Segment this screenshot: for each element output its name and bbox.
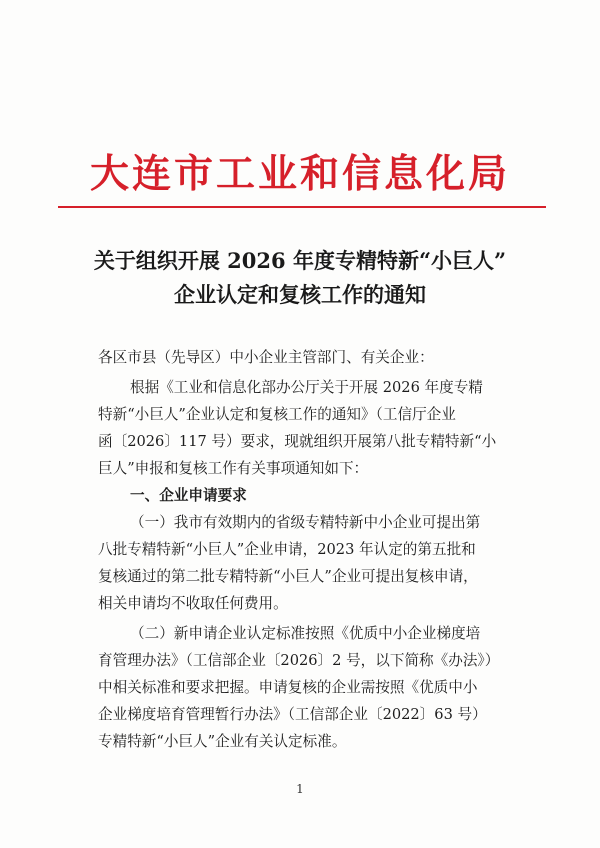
- paragraph-line: 专精特新“小巨人”企业有关认定标准。: [98, 733, 347, 750]
- paragraph-line: 八批专精特新“小巨人”企业申请，2023 年认定的第五批和: [98, 541, 476, 558]
- paragraph-line: 复核通过的第二批专精特新“小巨人”企业可提出复核申请，: [98, 568, 478, 585]
- section-heading: 一、企业申请要求: [130, 487, 247, 504]
- issuing-authority-header: 大连市工业和信息化局: [89, 152, 510, 197]
- document-title-line-2: 企业认定和复核工作的通知: [174, 282, 426, 307]
- paragraph-line: 特新“小巨人”企业认定和复核工作的通知》（工信厅企业: [98, 406, 456, 423]
- paragraph-line: 巨人”申报和复核工作有关事项通知如下：: [98, 460, 369, 477]
- paragraph-line: （二）新申请企业认定标准按照《优质中小企业梯度培: [130, 625, 481, 642]
- red-separator-line: [58, 206, 546, 208]
- paragraph-line: 函〔2026〕117 号）要求，现就组织开展第八批专精特新“小: [98, 433, 497, 450]
- document-title-line-1: 关于组织开展 2026 年度专精特新“小巨人”: [93, 248, 507, 273]
- addressee-line: 各区市县（先导区）中小企业主管部门、有关企业：: [98, 349, 434, 366]
- paragraph-line: 根据《工业和信息化部办公厅关于开展 2026 年度专精: [130, 379, 483, 396]
- paragraph-line: 育管理办法》（工信部企业〔2026〕2 号，以下简称《办法》）: [98, 652, 500, 669]
- paragraph-line: （一）我市有效期内的省级专精特新中小企业可提出第: [130, 514, 481, 531]
- paragraph-line: 企业梯度培育管理暂行办法》（工信部企业〔2022〕63 号）: [98, 706, 487, 723]
- paragraph-line: 相关申请均不收取任何费用。: [98, 595, 288, 612]
- page-number: 1: [296, 782, 304, 796]
- paragraph-line: 中相关标准和要求把握。申请复核的企业需按照《优质中小: [98, 679, 478, 696]
